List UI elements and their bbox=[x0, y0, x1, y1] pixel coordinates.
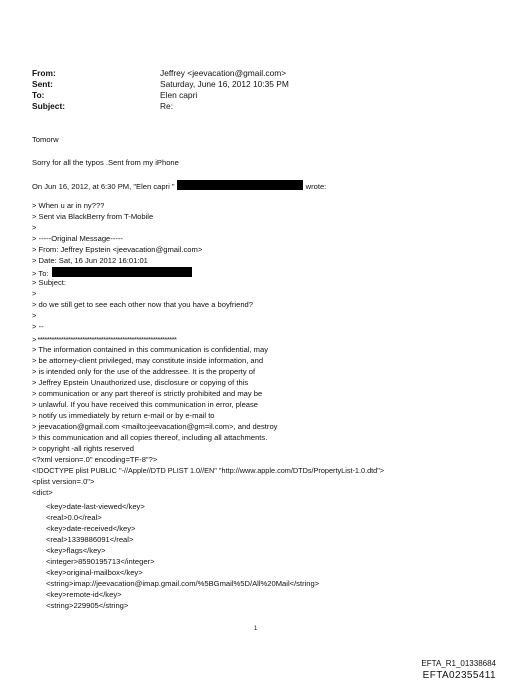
body-line: <!DOCTYPE plist PUBLIC "-//Apple//DTD PLIST 1.0//EN" "http://www.apple.com/DTDs/PropertyList-1.0.dtd"> bbox=[32, 466, 385, 475]
sent-label: Sent: bbox=[32, 79, 53, 89]
redaction-box bbox=[177, 180, 303, 190]
footer-id-large: EFTA02355411 bbox=[422, 670, 496, 681]
to-label: To: bbox=[32, 90, 45, 100]
body-line: > notify us immediately by return e-mail or by e-mail to bbox=[32, 411, 215, 420]
body-line: > *********************************************************** bbox=[32, 335, 177, 344]
body-line: <string>229905</string> bbox=[46, 601, 129, 610]
body-line: > Jeffrey Epstein Unauthorized use, disclosure or copying of this bbox=[32, 378, 249, 387]
body-line: > jeevacation@gmail.com <mailto:jeevacation@gm=il.com>, and destroy bbox=[32, 422, 278, 431]
body-line: > communication or any part thereof is strictly prohibited and may be bbox=[32, 389, 263, 398]
subject-label: Subject: bbox=[32, 101, 66, 111]
body-line: > From: Jeffrey Epstein <jeevacation@gmail.com> bbox=[32, 245, 203, 254]
body-line: > bbox=[32, 289, 37, 298]
quote-intro-text: On Jun 16, 2012, at 6:30 PM, "Elen capri " bbox=[32, 182, 175, 191]
from-value: Jeffrey <jeevacation@gmail.com> bbox=[160, 68, 287, 78]
body-line: > bbox=[32, 223, 37, 232]
quote-intro-wrote: wrote: bbox=[305, 182, 327, 191]
body-line: <plist version=.0"> bbox=[32, 477, 95, 486]
body-line: <key>remote-id</key> bbox=[46, 590, 122, 599]
body-line: <key>flags</key> bbox=[46, 546, 106, 555]
body-line: <key>date-received</key> bbox=[46, 524, 136, 533]
body-line: <real>1339886091</real> bbox=[46, 535, 134, 544]
body-line: > do we still get to see each other now that you have a boyfriend? bbox=[32, 300, 253, 309]
body-line: <real>0.0</real> bbox=[46, 513, 102, 522]
body-line: > bbox=[32, 311, 37, 320]
body-line: > Date: Sat, 16 Jun 2012 16:01:01 bbox=[32, 256, 148, 265]
quote-intro bbox=[32, 180, 326, 192]
body-line: <?xml version=.0" encoding=TF-8"?> bbox=[32, 455, 158, 464]
body-line: <dict> bbox=[32, 488, 53, 497]
body-line: > Subject: bbox=[32, 278, 66, 287]
page-number: 1 bbox=[254, 626, 258, 632]
body-line: > Sent via BlackBerry from T-Mobile bbox=[32, 212, 154, 221]
footer-id-small: EFTA_R1_01338684 bbox=[421, 659, 496, 668]
body-line: > be attorney-client privileged, may constitute inside information, and bbox=[32, 356, 264, 365]
body-line: > The information contained in this communication is confidential, may bbox=[32, 345, 269, 354]
subject-value: Re: bbox=[160, 101, 174, 111]
body-line: > is intended only for the use of the addressee. It is the property of bbox=[32, 367, 256, 376]
body-line: > When u ar in ny??? bbox=[32, 201, 105, 210]
body-line: Sorry for all the typos .Sent from my iPhone bbox=[32, 158, 179, 167]
to-value: Elen capri bbox=[160, 90, 198, 100]
body-line: <key>original-mailbox</key> bbox=[46, 568, 143, 577]
redaction-box bbox=[52, 267, 192, 277]
body-line: > unlawful. If you have received this communication in error, please bbox=[32, 400, 259, 409]
from-label: From: bbox=[32, 68, 56, 78]
body-line: > copyright -all rights reserved bbox=[32, 444, 134, 453]
sent-value: Saturday, June 16, 2012 10:35 PM bbox=[160, 79, 289, 89]
body-line: Tomorw bbox=[32, 135, 59, 144]
body-line: > -- bbox=[32, 322, 44, 331]
body-line-text: > To: bbox=[32, 269, 49, 278]
body-line: <integer>8590195713</integer> bbox=[46, 557, 155, 566]
body-line: > this communication and all copies thereof, including all attachments. bbox=[32, 433, 268, 442]
body-line: <string>imap://jeevacation@imap.gmail.com/%5BGmail%5D/All%20Mail</string> bbox=[46, 579, 320, 588]
body-line: > -----Original Message----- bbox=[32, 234, 123, 243]
body-line: <key>date-last-viewed</key> bbox=[46, 502, 145, 511]
